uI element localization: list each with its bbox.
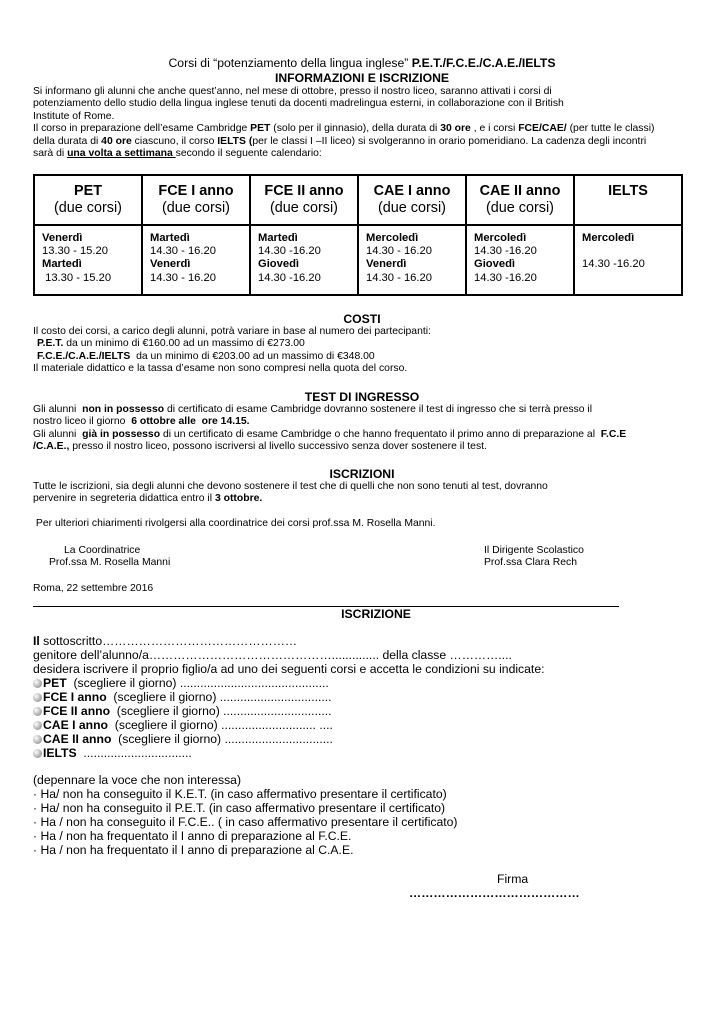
text: già in possesso (82, 428, 161, 440)
text: 40 ore (101, 135, 132, 147)
text: sottoscritto………………………………………… (39, 634, 298, 648)
radio-bullet-icon[interactable] (33, 735, 42, 744)
course-option-pet[interactable] (33, 676, 329, 691)
costi-line: Il materiale didattico e la tassa d’esame non sono compresi nella quota del corso. (33, 363, 408, 375)
principal-name: Prof.ssa Clara Rech (484, 557, 577, 568)
text: da un minimo di €160.00 ad un massimo di €273.00 (63, 338, 305, 350)
column-header (467, 176, 573, 226)
column-header (35, 176, 141, 226)
schedule-hours: 14.30 -16.20 (582, 258, 645, 271)
column-header (575, 176, 681, 226)
depennare-note: (depennare la voce che non interessa) (33, 773, 241, 787)
option-label: FCE II anno (43, 704, 111, 718)
schedule-hours: 13.30 - 15.20 (42, 271, 112, 284)
firma-label: Firma (497, 872, 529, 886)
option-text: (scegliere il giorno) ................................ (111, 732, 333, 746)
costi-line: Il costo dei corsi, a carico degli alunni, potrà variare in base al numero dei partecipanti: (33, 326, 431, 337)
course-option-fce-2[interactable] (33, 704, 332, 719)
document-subtitle: INFORMAZIONI E ISCRIZIONE (274, 71, 449, 85)
text: secondo il seguente calendario: (175, 148, 322, 160)
radio-bullet-icon[interactable] (33, 693, 42, 702)
schedule-hours: 14.30 - 16.20 (150, 245, 216, 258)
option-text: (scegliere il giorno) ................................. (106, 690, 332, 704)
option-text: (scegliere il giorno) ............................ .... (108, 718, 333, 732)
column-body (251, 226, 357, 285)
schedule-day: Giovedì (474, 258, 516, 271)
course-name: PET (74, 183, 102, 199)
text: IELTS ( (217, 135, 253, 147)
document-title (0, 56, 724, 71)
schedule-day: Martedì (150, 232, 190, 244)
test-line (33, 441, 703, 453)
text: Il (33, 634, 40, 648)
principal-title: Il Dirigente Scolastico (484, 545, 584, 556)
text: ciascuno, il corso (131, 135, 218, 147)
intro-line: potenziamento dello studio della lingua inglese tenuti da docenti madrelingua esterni, in collaborazione con il British (33, 98, 564, 110)
column-body (359, 226, 465, 285)
text: (solo per il ginnasio), della durata di (270, 123, 441, 135)
test-line (33, 416, 703, 428)
schedule-day: Martedì (42, 258, 82, 271)
schedule-day: Mercoledì (582, 232, 635, 244)
text: P.E.T. (37, 338, 64, 350)
iscrizioni-section (33, 481, 693, 506)
column-body (143, 226, 249, 285)
schedule-column-cae-1 (359, 176, 467, 294)
text: /C.A.E., (33, 441, 70, 453)
schedule-day: Venerdì (366, 258, 407, 271)
text: nostro liceo il giorno (33, 416, 132, 428)
contact-line: Per ulteriori chiarimenti rivolgersi alla coordinatrice dei corsi prof.ssa M. Rosella Manni. (33, 518, 436, 529)
radio-bullet-icon[interactable] (33, 749, 42, 758)
column-body (467, 226, 573, 285)
option-label: PET (43, 676, 67, 690)
cert-item: · Ha / non ha frequentato il I anno di preparazione al C.A.E. (33, 843, 354, 857)
intro-line (33, 123, 693, 135)
option-label: CAE II anno (43, 732, 112, 746)
schedule-day: Venerdì (150, 258, 191, 271)
schedule-hours: 14.30 -16.20 (258, 271, 321, 284)
schedule-day: Martedì (258, 232, 298, 244)
schedule-day: Venerdì (42, 232, 83, 244)
form-line-genitore: genitore dell’alunno/a……………………………………….............. della classe ………….... (33, 648, 512, 662)
text: pervenire in segreteria didattica entro il (33, 493, 215, 505)
text: F.C.E./C.A.E./IELTS (37, 350, 131, 362)
schedule-hours: 14.30 - 16.20 (366, 245, 432, 258)
text: di certificato di esame Cambridge dovranno sostenere il test di ingresso che si terrà presso il (164, 404, 593, 415)
text: FCE/CAE/ (518, 123, 567, 135)
schedule-column-fce-1 (143, 176, 251, 294)
schedule-hours: 14.30 -16.20 (258, 245, 321, 258)
course-sub: (due corsi) (270, 200, 338, 216)
schedule-hours: 14.30 -16.20 (474, 271, 537, 284)
schedule-table (33, 174, 683, 296)
course-name: CAE II anno (479, 183, 561, 199)
intro-line (33, 136, 693, 148)
title-courses: P.E.T./F.C.E./C.A.E./IELTS (411, 56, 556, 70)
coordinator-title: La Coordinatrice (64, 545, 141, 556)
text: di un certificato di esame Cambridge o che hanno frequentato il primo anno di preparazione al (160, 428, 601, 440)
iscrizioni-line: Tutte le iscrizioni, sia degli alunni che devono sostenere il test che di quelli che non sono tenuti al test, dovranno (33, 481, 548, 492)
text: della durata di (33, 135, 102, 147)
intro-line: Si informano gli alunni che anche quest’anno, nel mese di ottobre, presso il nostro liceo, saranno attivati i corsi di (33, 86, 552, 97)
course-sub: (due corsi) (378, 200, 446, 216)
column-header (251, 176, 357, 226)
radio-bullet-icon[interactable] (33, 721, 42, 730)
schedule-column-fce-2 (251, 176, 359, 294)
text: da un minimo di €203.00 ad un massimo di €348.00 (130, 350, 375, 362)
option-label: FCE I anno (43, 690, 107, 704)
course-sub: (due corsi) (54, 200, 122, 216)
text: 30 ore (440, 123, 471, 135)
text: 3 ottobre. (214, 493, 263, 505)
form-line-sottoscritto (33, 634, 297, 649)
column-body (575, 226, 681, 271)
schedule-day: Mercoledì (366, 232, 419, 244)
text: non in possesso (82, 404, 165, 415)
schedule-hours: 14.30 -16.20 (474, 245, 537, 258)
schedule-hours: 14.30 - 16.20 (366, 271, 432, 284)
text: , e i corsi (470, 123, 519, 135)
schedule-hours: 14.30 - 16.20 (150, 271, 216, 284)
costi-section (33, 326, 693, 376)
intro-line: Institute of Rome. (33, 110, 115, 122)
text: 6 ottobre alle ore 14.15. (131, 416, 250, 428)
radio-bullet-icon[interactable] (33, 679, 42, 688)
option-text: ................................ (76, 746, 192, 760)
test-line (33, 404, 703, 416)
course-sub: (due corsi) (486, 200, 554, 216)
course-option-cae-2[interactable] (33, 732, 333, 747)
title-prefix: Corsi di “potenziamento della lingua inglese” (168, 56, 409, 70)
text: Gli alunni (33, 428, 83, 440)
costi-line (33, 338, 693, 350)
course-option-fce-1[interactable] (33, 690, 332, 705)
column-body (35, 226, 141, 285)
text: Gli alunni (33, 404, 83, 415)
document-date: Roma, 22 settembre 2016 (33, 583, 154, 594)
course-option-cae-1[interactable] (33, 718, 333, 733)
course-name: IELTS (608, 183, 648, 199)
test-section (33, 404, 703, 454)
option-text: (scegliere il giorno) ............................................ (66, 676, 329, 690)
schedule-column-pet (35, 176, 143, 294)
course-sub: (due corsi) (162, 200, 230, 216)
cert-item: · Ha / non ha conseguito il F.C.E.. ( in caso affermativo presentare il certificato) (33, 815, 458, 829)
column-header (359, 176, 465, 226)
course-name: CAE I anno (373, 183, 451, 199)
text: per le classi I –II liceo) si svolgeranno in orario pomeridiano. La cadenza degli incontri (252, 135, 647, 147)
course-name: FCE I anno (158, 183, 234, 199)
cert-item: · Ha/ non ha conseguito il P.E.T. (in caso affermativo presentare il certificato) (33, 801, 446, 815)
radio-bullet-icon[interactable] (33, 707, 42, 716)
intro-paragraph (33, 86, 693, 160)
test-heading: TEST DI INGRESSO (304, 390, 420, 404)
coordinator-name: Prof.ssa M. Rosella Manni (49, 557, 171, 568)
schedule-hours: 13.30 - 15.20 (42, 245, 108, 258)
text: presso il nostro liceo, possono iscriversi al livello successivo senza dover sostenere il test. (69, 441, 487, 453)
text: Il corso in preparazione dell’esame Cambridge (33, 123, 251, 135)
costi-heading: COSTI (343, 312, 381, 326)
option-text: (scegliere il giorno) ................................ (110, 704, 332, 718)
intro-line (33, 148, 693, 160)
text: F.C.E (600, 428, 627, 440)
column-header (143, 176, 249, 226)
schedule-day: Mercoledì (474, 232, 527, 244)
option-label: CAE I anno (43, 718, 109, 732)
form-heading: ISCRIZIONE (341, 607, 411, 621)
costi-line (33, 351, 693, 363)
course-name: FCE II anno (264, 183, 344, 199)
cert-item: · Ha / non ha frequentato il I anno di preparazione al F.C.E. (33, 829, 352, 843)
iscrizioni-heading: ISCRIZIONI (329, 467, 395, 481)
option-label: IELTS (43, 746, 77, 760)
text: sarà di (33, 148, 68, 160)
course-option-ielts[interactable] (33, 746, 192, 761)
text: PET (250, 123, 271, 135)
schedule-day: Giovedì (258, 258, 300, 271)
form-line-desidera: desidera iscrivere il proprio figlio/a ad uno dei seguenti corsi e accetta le condizioni su indicate: (33, 662, 545, 676)
firma-line[interactable]: …………………………………… (409, 886, 580, 900)
iscrizioni-line (33, 493, 693, 505)
schedule-column-ielts (575, 176, 681, 294)
text: una volta a settimana (67, 148, 176, 160)
cert-item: · Ha/ non ha conseguito il K.E.T. (in caso affermativo presentare il certificato) (33, 787, 447, 801)
test-line (33, 429, 703, 441)
text: (per tutte le classi) (566, 123, 655, 135)
schedule-column-cae-2 (467, 176, 575, 294)
